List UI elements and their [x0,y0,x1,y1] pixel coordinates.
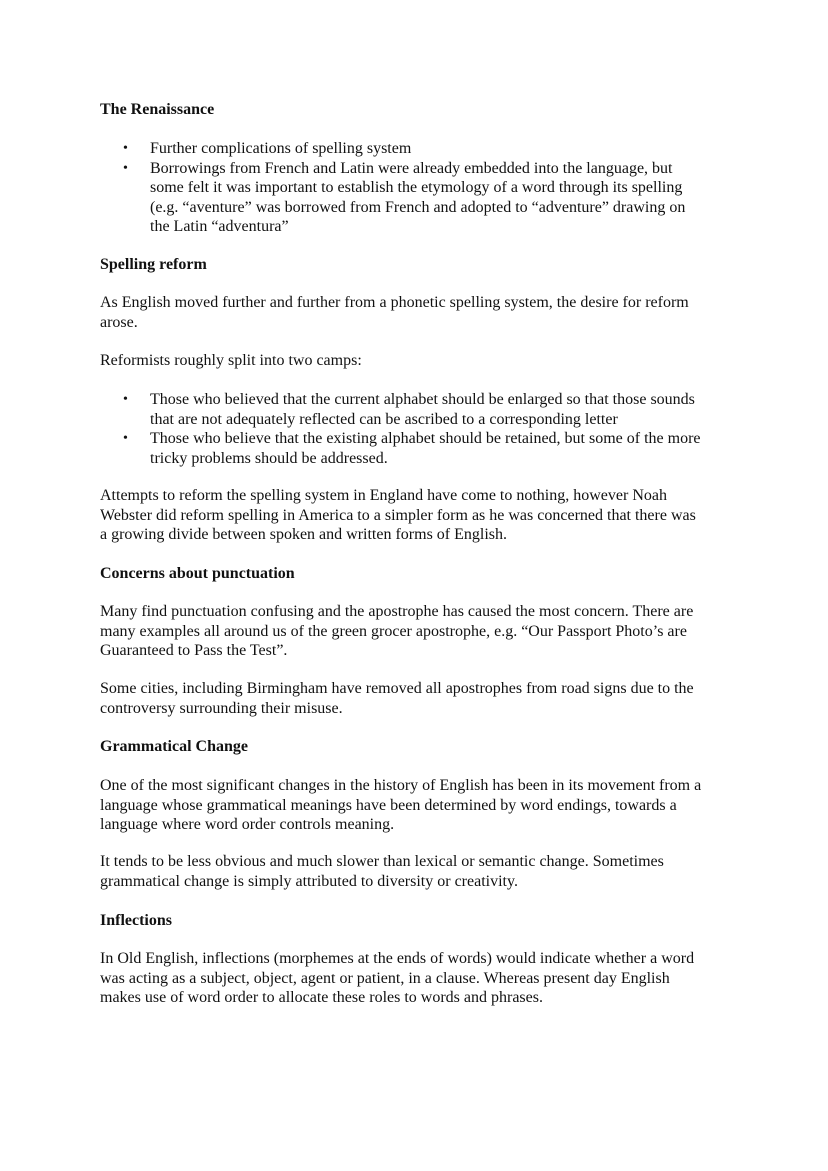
bullet-icon: • [123,141,128,156]
paragraph [100,776,740,835]
text-line: One of the most significant changes in the history of English has been in its movement from a [100,777,702,794]
text-line: It tends to be less obvious and much slower than lexical or semantic change. Sometimes [100,853,664,870]
bullet-icon: • [123,392,128,407]
paragraph [100,486,740,545]
text-line: language where word order controls meaning. [100,816,395,834]
text-line: was acting as a subject, object, agent or patient, in a clause. Whereas present day English [100,969,670,987]
text-line: Those who believed that the current alphabet should be enlarged so that those sounds [150,391,695,408]
heading-inflections: Inflections [100,912,172,929]
heading-concerns-about-punctuation: Concerns about punctuation [100,565,295,582]
bullet-item [100,390,740,429]
text-line: Those who believe that the existing alphabet should be retained, but some of the more [150,430,701,448]
heading-grammatical-change: Grammatical Change [100,738,248,755]
heading-the-renaissance: The Renaissance [100,101,215,118]
text-line: that are not adequately reflected can be ascribed to a corresponding letter [150,410,618,428]
bullet-item [100,429,740,468]
renaissance-bullet-list [100,139,740,237]
bullet-item [100,159,740,237]
text-line: some felt it was important to establish the etymology of a word through its spelling [150,179,683,197]
bullet-icon: • [123,160,128,176]
text-line: Borrowings from French and Latin were already embedded into the language, but [150,159,673,177]
text-line: controversy surrounding their misuse. [100,699,343,717]
paragraph [100,602,740,661]
paragraph [100,293,740,332]
paragraph [100,351,740,371]
text-line: (e.g. “aventure” was borrowed from French and adopted to “adventure” drawing on [150,198,686,216]
text-line: Attempts to reform the spelling system in England have come to nothing, however Noah [100,487,667,504]
text-line: Further complications of spelling system [150,140,412,157]
paragraph [100,679,740,718]
paragraph [100,852,740,891]
text-line: makes use of word order to allocate these roles to words and phrases. [100,989,543,1007]
bullet-item [100,139,740,159]
reform-camps-bullet-list [100,390,740,468]
text-line: a growing divide between spoken and written forms of English. [100,526,508,544]
text-line: Reformists roughly split into two camps: [100,352,362,369]
text-line: the Latin “adventura” [150,218,289,236]
text-line: grammatical change is simply attributed to diversity or creativity. [100,872,518,890]
text-line: language whose grammatical meanings have been determined by word endings, towards a [100,796,677,814]
text-line: Some cities, including Birmingham have removed all apostrophes from road signs due to the [100,680,694,697]
text-line: Guaranteed to Pass the Test”. [100,642,288,660]
text-line: Webster did reform spelling in America to a simpler form as he was concerned that there was [100,506,696,524]
text-line: many examples all around us of the green grocer apostrophe, e.g. “Our Passport Photo’s are [100,622,687,640]
heading-spelling-reform: Spelling reform [100,256,207,273]
text-line: tricky problems should be addressed. [150,449,388,467]
bullet-icon: • [123,431,128,447]
text-line: As English moved further and further from a phonetic spelling system, the desire for reform [100,294,689,311]
text-line: arose. [100,313,138,331]
text-line: In Old English, inflections (morphemes at the ends of words) would indicate whether a word [100,950,695,967]
text-line: Many find punctuation confusing and the apostrophe has caused the most concern. There are [100,603,694,620]
paragraph [100,949,740,1008]
